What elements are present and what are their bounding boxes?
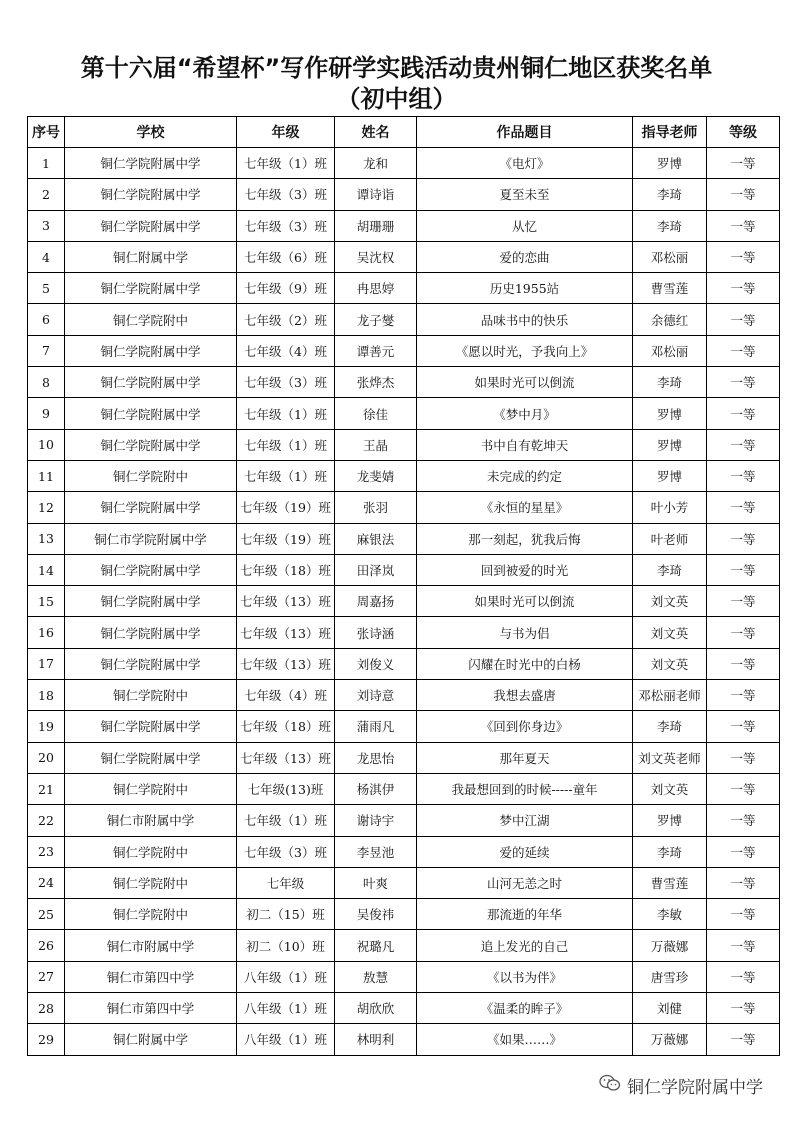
cell-work-title: 我想去盛唐	[417, 680, 633, 711]
cell-grade: 七年级（3）班	[237, 836, 335, 867]
cell-grade: 八年级（1）班	[237, 961, 335, 992]
cell-school: 铜仁学院附中	[65, 773, 237, 804]
cell-work-title: 夏至未至	[417, 179, 633, 210]
cell-level: 一等	[707, 241, 780, 272]
cell-school: 铜仁学院附属中学	[65, 273, 237, 304]
cell-level: 一等	[707, 523, 780, 554]
cell-teacher: 刘文英	[633, 648, 707, 679]
cell-index: 20	[28, 742, 65, 773]
cell-index: 27	[28, 961, 65, 992]
cell-teacher: 李琦	[633, 836, 707, 867]
cell-work-title: 回到被爱的时光	[417, 554, 633, 585]
table-body	[28, 148, 780, 1056]
cell-teacher: 刘文英老师	[633, 742, 707, 773]
cell-index: 7	[28, 335, 65, 366]
cell-index: 6	[28, 304, 65, 335]
cell-index: 15	[28, 586, 65, 617]
cell-grade: 七年级（13）班	[237, 617, 335, 648]
footer-account	[599, 1073, 763, 1098]
cell-work-title: 《永恒的星星》	[417, 492, 633, 523]
header-teacher: 指导老师	[633, 117, 707, 148]
cell-index: 25	[28, 899, 65, 930]
header-school: 学校	[65, 117, 237, 148]
cell-grade: 初二（10）班	[237, 930, 335, 961]
cell-teacher: 万薇娜	[633, 1024, 707, 1055]
cell-school: 铜仁学院附属中学	[65, 429, 237, 460]
cell-school: 铜仁学院附中	[65, 867, 237, 898]
cell-index: 9	[28, 398, 65, 429]
cell-grade: 七年级（13）班	[237, 648, 335, 679]
cell-teacher: 李琦	[633, 367, 707, 398]
cell-index: 12	[28, 492, 65, 523]
table-row	[28, 273, 780, 304]
cell-level: 一等	[707, 899, 780, 930]
cell-level: 一等	[707, 179, 780, 210]
cell-school: 铜仁学院附属中学	[65, 492, 237, 523]
cell-student-name: 谢诗宇	[335, 805, 417, 836]
cell-level: 一等	[707, 742, 780, 773]
table-row	[28, 867, 780, 898]
cell-teacher: 罗博	[633, 148, 707, 179]
cell-grade: 七年级（1）班	[237, 460, 335, 491]
cell-teacher: 刘文英	[633, 773, 707, 804]
cell-student-name: 吴俊祎	[335, 899, 417, 930]
cell-grade: 七年级（9）班	[237, 273, 335, 304]
cell-school: 铜仁学院附中	[65, 304, 237, 335]
cell-grade: 七年级（3）班	[237, 179, 335, 210]
cell-teacher: 刘文英	[633, 586, 707, 617]
cell-grade: 七年级（1）班	[237, 429, 335, 460]
header-grade: 年级	[237, 117, 335, 148]
table-row	[28, 492, 780, 523]
cell-teacher: 叶小芳	[633, 492, 707, 523]
cell-school: 铜仁学院附属中学	[65, 742, 237, 773]
cell-school: 铜仁市学院附属中学	[65, 523, 237, 554]
cell-work-title: 追上发光的自己	[417, 930, 633, 961]
cell-level: 一等	[707, 429, 780, 460]
table-row	[28, 179, 780, 210]
cell-student-name: 龙子燮	[335, 304, 417, 335]
cell-student-name: 胡欣欣	[335, 993, 417, 1024]
cell-grade: 七年级（1）班	[237, 805, 335, 836]
cell-work-title: 书中自有乾坤天	[417, 429, 633, 460]
cell-school: 铜仁学院附中	[65, 680, 237, 711]
cell-grade: 七年级（19）班	[237, 523, 335, 554]
table-row	[28, 805, 780, 836]
cell-work-title: 《愿以时光，予我向上》	[417, 335, 633, 366]
awards-table	[27, 116, 780, 1056]
cell-index: 26	[28, 930, 65, 961]
cell-school: 铜仁学院附属中学	[65, 617, 237, 648]
cell-teacher: 罗博	[633, 460, 707, 491]
cell-school: 铜仁学院附属中学	[65, 554, 237, 585]
document-subtitle: （初中组）	[336, 85, 457, 113]
cell-student-name: 冉思婷	[335, 273, 417, 304]
cell-student-name: 刘俊义	[335, 648, 417, 679]
table-row	[28, 1024, 780, 1055]
cell-work-title: 那流逝的年华	[417, 899, 633, 930]
cell-level: 一等	[707, 680, 780, 711]
cell-student-name: 吴沈权	[335, 241, 417, 272]
cell-grade: 七年级	[237, 867, 335, 898]
cell-work-title: 《如果……》	[417, 1024, 633, 1055]
cell-grade: 初二（15）班	[237, 899, 335, 930]
cell-index: 2	[28, 179, 65, 210]
cell-level: 一等	[707, 930, 780, 961]
cell-work-title: 《以书为伴》	[417, 961, 633, 992]
cell-student-name: 祝璐凡	[335, 930, 417, 961]
cell-grade: 七年级（4）班	[237, 335, 335, 366]
cell-student-name: 李昱池	[335, 836, 417, 867]
cell-index: 19	[28, 711, 65, 742]
table-row	[28, 429, 780, 460]
cell-index: 17	[28, 648, 65, 679]
cell-student-name: 张诗涵	[335, 617, 417, 648]
cell-level: 一等	[707, 335, 780, 366]
cell-teacher: 唐雪珍	[633, 961, 707, 992]
table-row	[28, 961, 780, 992]
cell-school: 铜仁市附属中学	[65, 930, 237, 961]
cell-grade: 七年级（18）班	[237, 554, 335, 585]
cell-grade: 七年级（19）班	[237, 492, 335, 523]
cell-grade: 七年级（3）班	[237, 210, 335, 241]
cell-school: 铜仁学院附属中学	[65, 586, 237, 617]
cell-grade: 八年级（1）班	[237, 993, 335, 1024]
cell-level: 一等	[707, 148, 780, 179]
cell-school: 铜仁学院附属中学	[65, 210, 237, 241]
table-row	[28, 836, 780, 867]
table-row	[28, 648, 780, 679]
cell-grade: 七年级（6）班	[237, 241, 335, 272]
cell-teacher: 余德红	[633, 304, 707, 335]
cell-student-name: 麻银法	[335, 523, 417, 554]
cell-index: 29	[28, 1024, 65, 1055]
table-row	[28, 210, 780, 241]
cell-level: 一等	[707, 961, 780, 992]
table-row	[28, 460, 780, 491]
cell-grade: 七年级(13)班	[237, 773, 335, 804]
table-row	[28, 993, 780, 1024]
cell-school: 铜仁学院附属中学	[65, 398, 237, 429]
cell-teacher: 罗博	[633, 429, 707, 460]
cell-teacher: 李琦	[633, 179, 707, 210]
cell-level: 一等	[707, 367, 780, 398]
cell-index: 1	[28, 148, 65, 179]
cell-work-title: 山河无恙之时	[417, 867, 633, 898]
cell-teacher: 万薇娜	[633, 930, 707, 961]
cell-student-name: 林明利	[335, 1024, 417, 1055]
table-row	[28, 554, 780, 585]
cell-student-name: 胡珊珊	[335, 210, 417, 241]
table-row	[28, 899, 780, 930]
cell-school: 铜仁学院附属中学	[65, 648, 237, 679]
cell-student-name: 徐佳	[335, 398, 417, 429]
cell-teacher: 邓松丽	[633, 335, 707, 366]
cell-student-name: 敖慧	[335, 961, 417, 992]
cell-student-name: 田泽岚	[335, 554, 417, 585]
cell-index: 8	[28, 367, 65, 398]
cell-grade: 七年级（13）班	[237, 742, 335, 773]
cell-grade: 七年级（2）班	[237, 304, 335, 335]
cell-student-name: 张烨杰	[335, 367, 417, 398]
cell-work-title: 闪耀在时光中的白杨	[417, 648, 633, 679]
cell-student-name: 蒲雨凡	[335, 711, 417, 742]
cell-level: 一等	[707, 554, 780, 585]
cell-student-name: 周嘉扬	[335, 586, 417, 617]
table-row	[28, 304, 780, 335]
cell-teacher: 李琦	[633, 210, 707, 241]
cell-work-title: 如果时光可以倒流	[417, 367, 633, 398]
cell-index: 18	[28, 680, 65, 711]
cell-student-name: 杨淇伊	[335, 773, 417, 804]
cell-level: 一等	[707, 586, 780, 617]
header-index: 序号	[28, 117, 65, 148]
cell-school: 铜仁附属中学	[65, 241, 237, 272]
cell-school: 铜仁学院附属中学	[65, 148, 237, 179]
cell-level: 一等	[707, 711, 780, 742]
cell-level: 一等	[707, 993, 780, 1024]
cell-work-title: 品味书中的快乐	[417, 304, 633, 335]
cell-student-name: 叶爽	[335, 867, 417, 898]
cell-teacher: 刘文英	[633, 617, 707, 648]
cell-teacher: 李敏	[633, 899, 707, 930]
cell-work-title: 如果时光可以倒流	[417, 586, 633, 617]
cell-level: 一等	[707, 867, 780, 898]
table-row	[28, 617, 780, 648]
cell-level: 一等	[707, 805, 780, 836]
cell-student-name: 龙斐婧	[335, 460, 417, 491]
cell-school: 铜仁学院附属中学	[65, 335, 237, 366]
table-row	[28, 241, 780, 272]
cell-work-title: 历史1955站	[417, 273, 633, 304]
cell-index: 5	[28, 273, 65, 304]
table-row	[28, 680, 780, 711]
table-row	[28, 742, 780, 773]
cell-grade: 七年级（1）班	[237, 398, 335, 429]
cell-level: 一等	[707, 398, 780, 429]
table-row	[28, 523, 780, 554]
cell-teacher: 邓松丽老师	[633, 680, 707, 711]
cell-teacher: 曹雪莲	[633, 273, 707, 304]
cell-school: 铜仁市第四中学	[65, 961, 237, 992]
cell-level: 一等	[707, 836, 780, 867]
cell-school: 铜仁学院附中	[65, 899, 237, 930]
cell-student-name: 谭善元	[335, 335, 417, 366]
cell-work-title: 爱的恋曲	[417, 241, 633, 272]
table-row	[28, 930, 780, 961]
cell-teacher: 邓松丽	[633, 241, 707, 272]
cell-index: 3	[28, 210, 65, 241]
cell-grade: 七年级（18）班	[237, 711, 335, 742]
table-row	[28, 148, 780, 179]
cell-index: 23	[28, 836, 65, 867]
cell-work-title: 那年夏天	[417, 742, 633, 773]
table-row	[28, 335, 780, 366]
cell-school: 铜仁学院附属中学	[65, 367, 237, 398]
cell-grade: 八年级（1）班	[237, 1024, 335, 1055]
cell-student-name: 张羽	[335, 492, 417, 523]
table-header-row	[28, 117, 780, 148]
footer-account-name: 铜仁学院附属中学	[627, 1078, 763, 1098]
cell-school: 铜仁市附属中学	[65, 805, 237, 836]
cell-work-title: 未完成的约定	[417, 460, 633, 491]
cell-grade: 七年级（1）班	[237, 148, 335, 179]
header-level: 等级	[707, 117, 780, 148]
wechat-icon	[599, 1074, 621, 1097]
cell-index: 10	[28, 429, 65, 460]
cell-work-title: 《温柔的眸子》	[417, 993, 633, 1024]
cell-school: 铜仁学院附中	[65, 460, 237, 491]
cell-student-name: 谭诗诣	[335, 179, 417, 210]
cell-teacher: 罗博	[633, 398, 707, 429]
cell-school: 铜仁学院附属中学	[65, 711, 237, 742]
cell-school: 铜仁学院附中	[65, 836, 237, 867]
cell-student-name: 刘诗意	[335, 680, 417, 711]
cell-level: 一等	[707, 1024, 780, 1055]
cell-grade: 七年级（4）班	[237, 680, 335, 711]
cell-student-name: 龙和	[335, 148, 417, 179]
cell-teacher: 曹雪莲	[633, 867, 707, 898]
cell-school: 铜仁市第四中学	[65, 993, 237, 1024]
cell-level: 一等	[707, 648, 780, 679]
cell-work-title: 《电灯》	[417, 148, 633, 179]
cell-level: 一等	[707, 617, 780, 648]
cell-teacher: 叶老师	[633, 523, 707, 554]
cell-level: 一等	[707, 773, 780, 804]
cell-teacher: 李琦	[633, 711, 707, 742]
cell-work-title: 我最想回到的时候-----童年	[417, 773, 633, 804]
cell-level: 一等	[707, 460, 780, 491]
cell-level: 一等	[707, 304, 780, 335]
cell-work-title: 《梦中月》	[417, 398, 633, 429]
cell-work-title: 从忆	[417, 210, 633, 241]
cell-index: 4	[28, 241, 65, 272]
cell-teacher: 罗博	[633, 805, 707, 836]
table-row	[28, 711, 780, 742]
cell-school: 铜仁学院附属中学	[65, 179, 237, 210]
cell-level: 一等	[707, 273, 780, 304]
cell-teacher: 李琦	[633, 554, 707, 585]
table-row	[28, 398, 780, 429]
cell-index: 28	[28, 993, 65, 1024]
table-row	[28, 586, 780, 617]
table-row	[28, 773, 780, 804]
cell-grade: 七年级（13）班	[237, 586, 335, 617]
cell-index: 13	[28, 523, 65, 554]
cell-index: 14	[28, 554, 65, 585]
cell-index: 22	[28, 805, 65, 836]
cell-work-title: 爱的延续	[417, 836, 633, 867]
header-name: 姓名	[335, 117, 417, 148]
cell-student-name: 龙思怡	[335, 742, 417, 773]
cell-work-title: 那一刻起，犹我后悔	[417, 523, 633, 554]
cell-teacher: 刘健	[633, 993, 707, 1024]
cell-index: 21	[28, 773, 65, 804]
cell-grade: 七年级（3）班	[237, 367, 335, 398]
cell-index: 11	[28, 460, 65, 491]
cell-index: 16	[28, 617, 65, 648]
cell-work-title: 与书为侣	[417, 617, 633, 648]
table-row	[28, 367, 780, 398]
header-work-title: 作品题目	[417, 117, 633, 148]
cell-level: 一等	[707, 492, 780, 523]
cell-student-name: 王晶	[335, 429, 417, 460]
cell-level: 一等	[707, 210, 780, 241]
cell-work-title: 梦中江湖	[417, 805, 633, 836]
cell-school: 铜仁附属中学	[65, 1024, 237, 1055]
cell-work-title: 《回到你身边》	[417, 711, 633, 742]
document-title: 第十六届“希望杯”写作研学实践活动贵州铜仁地区获奖名单	[80, 54, 713, 82]
cell-index: 24	[28, 867, 65, 898]
